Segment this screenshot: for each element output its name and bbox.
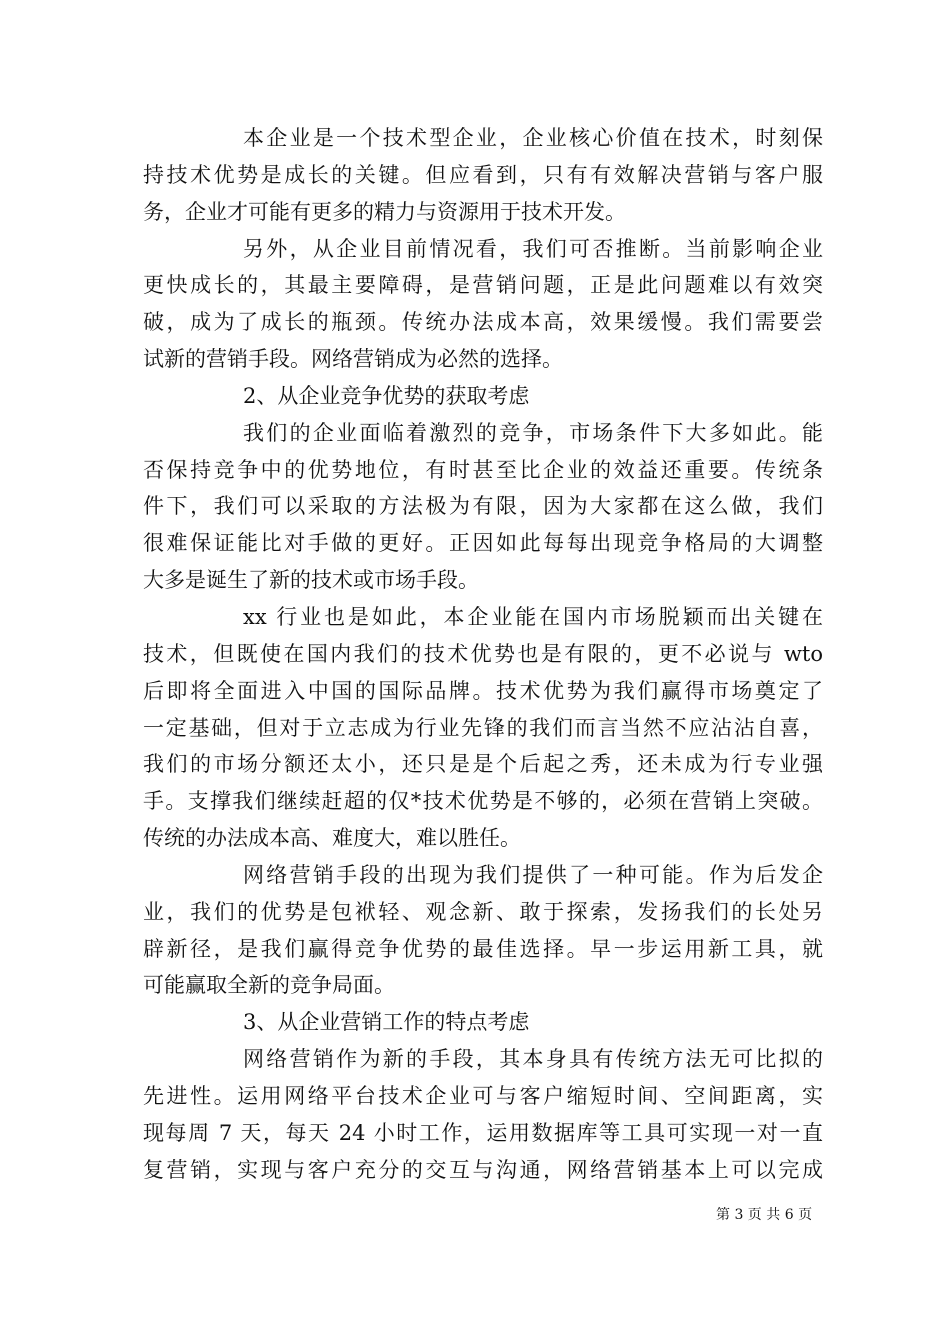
paragraph-line: 大多是诞生了新的技术或市场手段。 xyxy=(143,568,479,593)
paragraph-line: 先进性。运用网络平台技术企业可与客户缩短时间、空间距离，实 xyxy=(143,1083,823,1108)
paragraph-line: 网络营销手段的出现为我们提供了一种可能。作为后发企 xyxy=(243,862,823,887)
paragraph-line: 更快成长的，其最主要障碍，是营销问题，正是此问题难以有效突 xyxy=(143,273,823,298)
page-number: 第 3 页 共 6 页 xyxy=(716,1207,813,1223)
paragraph-line: 我们的市场分额还太小，还只是是个后起之秀，还未成为行专业强 xyxy=(143,752,823,777)
paragraph-line: xx 行业也是如此，本企业能在国内市场脱颖而出关键在 xyxy=(243,604,823,629)
body-text xyxy=(143,120,823,1188)
paragraph-line: 手。支撑我们继续赶超的仅*技术优势是不够的，必须在营销上突破。 xyxy=(143,789,823,814)
paragraph-line: 后即将全面进入中国的国际品牌。技术优势为我们赢得市场奠定了 xyxy=(143,678,823,703)
paragraph-line: 另外，从企业目前情况看，我们可否推断。当前影响企业 xyxy=(243,236,823,261)
paragraph-line: 持技术优势是成长的关键。但应看到，只有有效解决营销与客户服 xyxy=(143,162,823,187)
paragraph-line: 复营销，实现与客户充分的交互与沟通，网络营销基本上可以完成 xyxy=(143,1157,823,1182)
paragraph-line: 试新的营销手段。网络营销成为必然的选择。 xyxy=(143,347,563,372)
paragraph-line: 本企业是一个技术型企业，企业核心价值在技术，时刻保 xyxy=(243,126,823,150)
paragraph-line: 业，我们的优势是包袱轻、观念新、敢于探索，发扬我们的长处另 xyxy=(143,899,823,924)
paragraph-line: 我们的企业面临着激烈的竞争，市场条件下大多如此。能 xyxy=(243,420,823,445)
section-heading: 3、从企业营销工作的特点考虑 xyxy=(243,1010,530,1035)
paragraph-line: 否保持竞争中的优势地位，有时甚至比企业的效益还重要。传统条 xyxy=(143,457,823,482)
paragraph-line: 现每周 7 天，每天 24 小时工作，运用数据库等工具可实现一对一直 xyxy=(143,1120,823,1145)
paragraph-line: 可能赢取全新的竞争局面。 xyxy=(143,973,395,998)
paragraph-line: 网络营销作为新的手段，其本身具有传统方法无可比拟的 xyxy=(243,1047,823,1072)
section-heading: 2、从企业竞争优势的获取考虑 xyxy=(243,383,530,408)
paragraph-line: 一定基础，但对于立志成为行业先锋的我们而言当然不应沾沾自喜， xyxy=(143,715,823,740)
paragraph-line: 件下，我们可以采取的方法极为有限，因为大家都在这么做，我们 xyxy=(143,494,823,519)
paragraph-line: 务，企业才可能有更多的精力与资源用于技术开发。 xyxy=(143,199,626,224)
paragraph-line: 传统的办法成本高、难度大，难以胜任。 xyxy=(143,826,521,851)
paragraph-line: 很难保证能比对手做的更好。正因如此每每出现竞争格局的大调整 xyxy=(143,531,823,556)
paragraph-line: 破，成为了成长的瓶颈。传统办法成本高，效果缓慢。我们需要尝 xyxy=(143,310,823,335)
paragraph-line: 技术，但既使在国内我们的技术优势也是有限的，更不必说与 wto xyxy=(143,641,823,666)
paragraph-line: 辟新径，是我们赢得竞争优势的最佳选择。早一步运用新工具，就 xyxy=(143,936,823,961)
